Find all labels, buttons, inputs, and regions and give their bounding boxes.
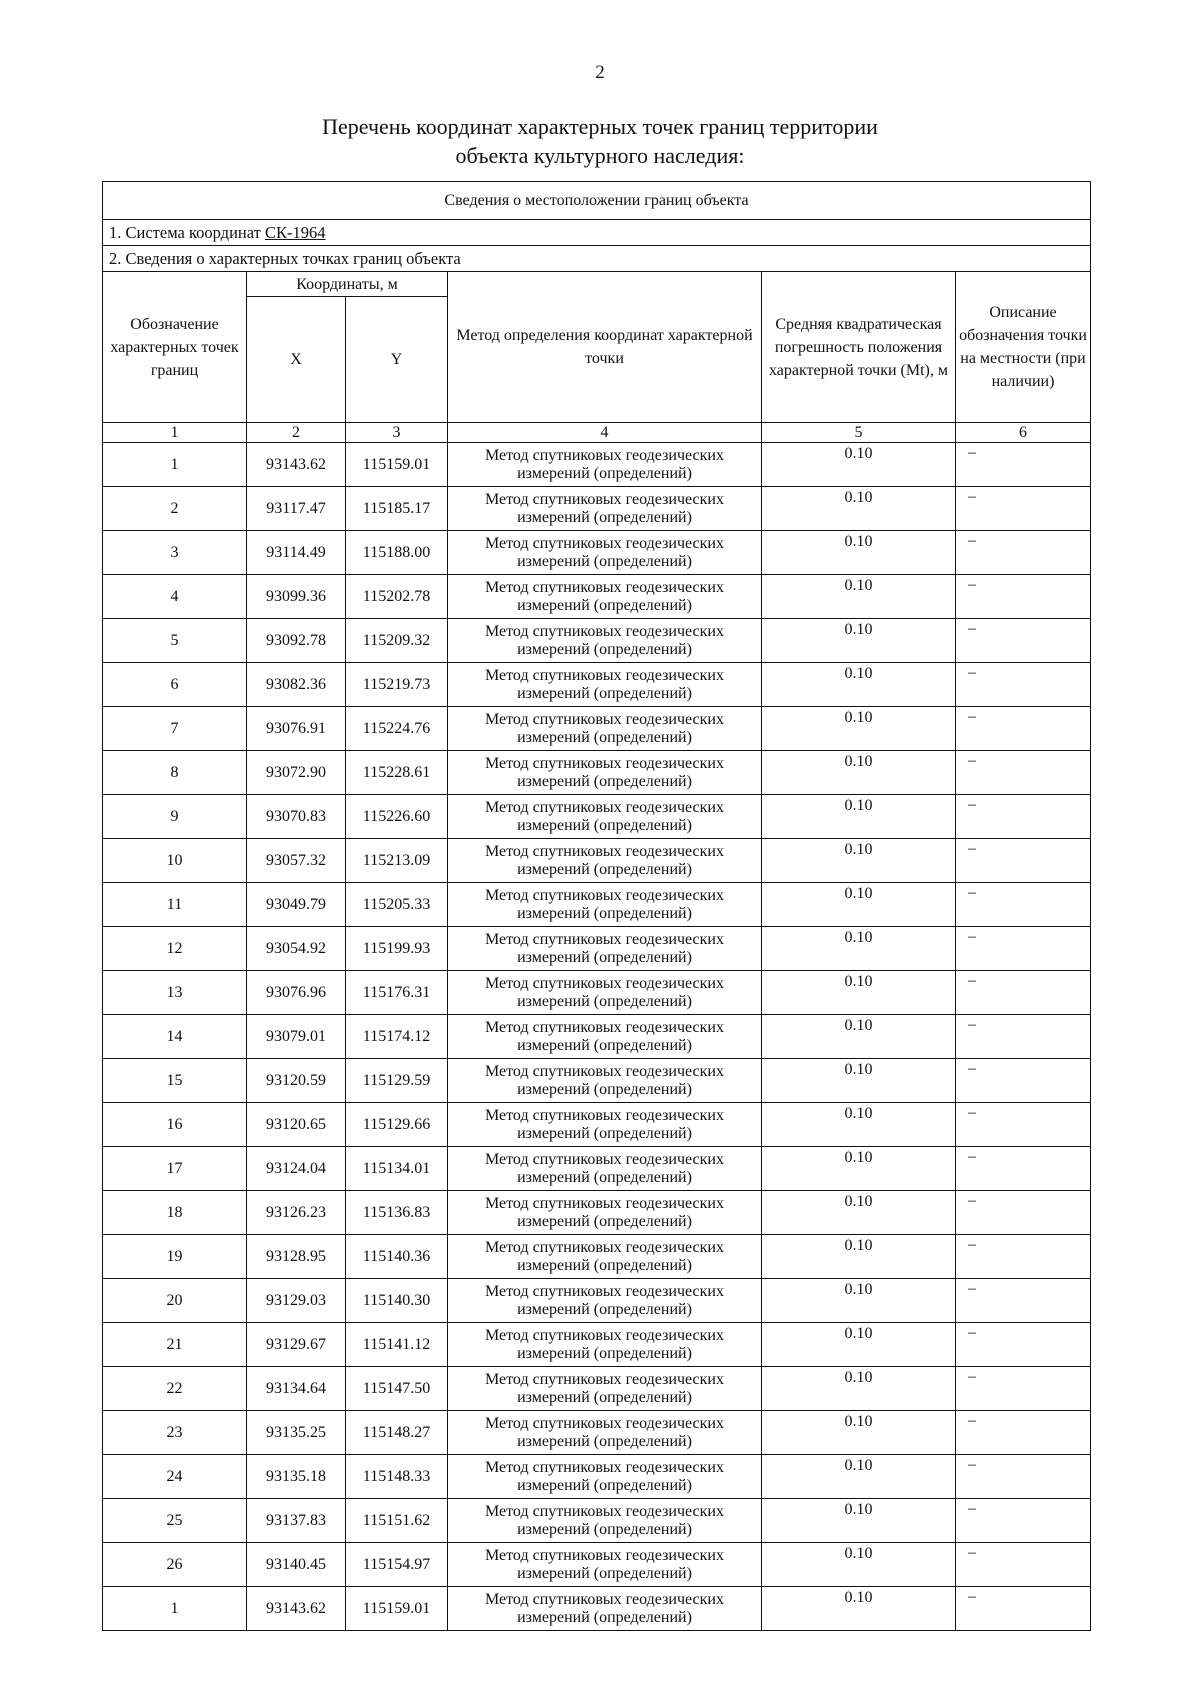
- table-row: [103, 443, 1091, 487]
- accuracy-cell: 0.10: [762, 1367, 956, 1411]
- coord-y-cell: 115151.62: [346, 1499, 448, 1543]
- table-row: [103, 1235, 1091, 1279]
- table-row: [103, 1015, 1091, 1059]
- table-row: [103, 795, 1091, 839]
- point-number-cell: 5: [103, 619, 247, 663]
- coord-y-cell: 115228.61: [346, 751, 448, 795]
- point-number-cell: 25: [103, 1499, 247, 1543]
- description-cell: –: [956, 1543, 1091, 1587]
- method-cell: Метод спутниковых геодезических измерений (определений): [448, 575, 762, 619]
- method-cell: Метод спутниковых геодезических измерений (определений): [448, 927, 762, 971]
- accuracy-cell: 0.10: [762, 1587, 956, 1631]
- accuracy-cell: 0.10: [762, 1147, 956, 1191]
- accuracy-cell: 0.10: [762, 1499, 956, 1543]
- column-number: 4: [448, 423, 762, 443]
- title-line-2: объекта культурного наследия:: [455, 143, 745, 168]
- coord-y-cell: 115159.01: [346, 443, 448, 487]
- table-row: [103, 1587, 1091, 1631]
- description-cell: –: [956, 927, 1091, 971]
- description-cell: –: [956, 883, 1091, 927]
- table-row: [103, 1191, 1091, 1235]
- method-cell: Метод спутниковых геодезических измерений (определений): [448, 443, 762, 487]
- method-cell: Метод спутниковых геодезических измерений (определений): [448, 1191, 762, 1235]
- accuracy-cell: 0.10: [762, 1191, 956, 1235]
- coord-y-cell: 115148.27: [346, 1411, 448, 1455]
- point-number-cell: 2: [103, 487, 247, 531]
- accuracy-cell: 0.10: [762, 1455, 956, 1499]
- coord-x-cell: 93120.59: [247, 1059, 346, 1103]
- accuracy-cell: 0.10: [762, 971, 956, 1015]
- description-cell: –: [956, 795, 1091, 839]
- accuracy-cell: 0.10: [762, 1103, 956, 1147]
- description-cell: –: [956, 1499, 1091, 1543]
- coord-x-cell: 93070.83: [247, 795, 346, 839]
- coord-x-cell: 93143.62: [247, 443, 346, 487]
- coord-x-cell: 93135.25: [247, 1411, 346, 1455]
- table-row: [103, 707, 1091, 751]
- coordinate-system-line: [103, 220, 1091, 246]
- coord-x-cell: 93049.79: [247, 883, 346, 927]
- table-row: [103, 487, 1091, 531]
- point-number-cell: 15: [103, 1059, 247, 1103]
- table-header-title: Сведения о местоположении границ объекта: [103, 182, 1091, 220]
- col-x-header: X: [247, 297, 346, 423]
- title-line-1: Перечень координат характерных точек границ территории: [322, 114, 878, 139]
- points-info-heading: 2. Сведения о характерных точках границ объекта: [103, 246, 1091, 272]
- column-number: 6: [956, 423, 1091, 443]
- accuracy-cell: 0.10: [762, 795, 956, 839]
- coord-y-cell: 115174.12: [346, 1015, 448, 1059]
- col-method-header: Метод определения координат характерной точки: [448, 272, 762, 423]
- coord-x-cell: 93114.49: [247, 531, 346, 575]
- coord-x-cell: 93120.65: [247, 1103, 346, 1147]
- coord-x-cell: 93134.64: [247, 1367, 346, 1411]
- method-cell: Метод спутниковых геодезических измерений (определений): [448, 1059, 762, 1103]
- table-row: [103, 1499, 1091, 1543]
- method-cell: Метод спутниковых геодезических измерений (определений): [448, 663, 762, 707]
- point-number-cell: 6: [103, 663, 247, 707]
- coord-y-cell: 115205.33: [346, 883, 448, 927]
- point-number-cell: 9: [103, 795, 247, 839]
- point-number-cell: 22: [103, 1367, 247, 1411]
- coord-x-cell: 93117.47: [247, 487, 346, 531]
- coord-y-cell: 115147.50: [346, 1367, 448, 1411]
- coord-y-cell: 115148.33: [346, 1455, 448, 1499]
- table-row: [103, 1103, 1091, 1147]
- column-number: 1: [103, 423, 247, 443]
- method-cell: Метод спутниковых геодезических измерений (определений): [448, 1323, 762, 1367]
- description-cell: –: [956, 575, 1091, 619]
- method-cell: Метод спутниковых геодезических измерений (определений): [448, 1543, 762, 1587]
- col-designation-header: Обозначение характерных точек границ: [103, 272, 247, 423]
- method-cell: Метод спутниковых геодезических измерений (определений): [448, 1499, 762, 1543]
- accuracy-cell: 0.10: [762, 883, 956, 927]
- accuracy-cell: 0.10: [762, 927, 956, 971]
- page-number: 2: [595, 62, 605, 83]
- col-description-header: Описание обозначения точки на местности (при наличии): [956, 272, 1091, 423]
- table-row: [103, 663, 1091, 707]
- table-row: [103, 575, 1091, 619]
- description-cell: –: [956, 751, 1091, 795]
- accuracy-cell: 0.10: [762, 575, 956, 619]
- method-cell: Метод спутниковых геодезических измерений (определений): [448, 1015, 762, 1059]
- point-number-cell: 19: [103, 1235, 247, 1279]
- table-row: [103, 1323, 1091, 1367]
- table-row: [103, 839, 1091, 883]
- coord-x-cell: 93140.45: [247, 1543, 346, 1587]
- document-title: [0, 112, 1200, 170]
- method-cell: Метод спутниковых геодезических измерений (определений): [448, 1279, 762, 1323]
- coord-x-cell: 93076.96: [247, 971, 346, 1015]
- table-row: [103, 1411, 1091, 1455]
- table-row: [103, 927, 1091, 971]
- description-cell: –: [956, 1367, 1091, 1411]
- description-cell: –: [956, 1587, 1091, 1631]
- coord-y-cell: 115188.00: [346, 531, 448, 575]
- accuracy-cell: 0.10: [762, 1543, 956, 1587]
- method-cell: Метод спутниковых геодезических измерений (определений): [448, 1455, 762, 1499]
- point-number-cell: 14: [103, 1015, 247, 1059]
- column-number: 5: [762, 423, 956, 443]
- description-cell: –: [956, 707, 1091, 751]
- coord-y-cell: 115140.30: [346, 1279, 448, 1323]
- accuracy-cell: 0.10: [762, 1059, 956, 1103]
- coord-x-cell: 93082.36: [247, 663, 346, 707]
- description-cell: –: [956, 619, 1091, 663]
- point-number-cell: 4: [103, 575, 247, 619]
- coord-y-cell: 115219.73: [346, 663, 448, 707]
- coord-x-cell: 93057.32: [247, 839, 346, 883]
- accuracy-cell: 0.10: [762, 751, 956, 795]
- coord-x-cell: 93126.23: [247, 1191, 346, 1235]
- coord-x-cell: 93079.01: [247, 1015, 346, 1059]
- accuracy-cell: 0.10: [762, 443, 956, 487]
- coord-y-cell: 115209.32: [346, 619, 448, 663]
- coord-x-cell: 93099.36: [247, 575, 346, 619]
- table-row: [103, 1367, 1091, 1411]
- point-number-cell: 10: [103, 839, 247, 883]
- method-cell: Метод спутниковых геодезических измерений (определений): [448, 487, 762, 531]
- method-cell: Метод спутниковых геодезических измерений (определений): [448, 1587, 762, 1631]
- point-number-cell: 17: [103, 1147, 247, 1191]
- coord-y-cell: 115154.97: [346, 1543, 448, 1587]
- coord-y-cell: 115141.12: [346, 1323, 448, 1367]
- point-number-cell: 1: [103, 1587, 247, 1631]
- table-row: [103, 1147, 1091, 1191]
- accuracy-cell: 0.10: [762, 619, 956, 663]
- coord-y-cell: 115224.76: [346, 707, 448, 751]
- col-y-header: Y: [346, 297, 448, 423]
- point-number-cell: 18: [103, 1191, 247, 1235]
- description-cell: –: [956, 1279, 1091, 1323]
- description-cell: –: [956, 1191, 1091, 1235]
- table-row: [103, 883, 1091, 927]
- coord-x-cell: 93128.95: [247, 1235, 346, 1279]
- coord-x-cell: 93054.92: [247, 927, 346, 971]
- description-cell: –: [956, 1323, 1091, 1367]
- point-number-cell: 13: [103, 971, 247, 1015]
- coord-x-cell: 93076.91: [247, 707, 346, 751]
- point-number-cell: 21: [103, 1323, 247, 1367]
- coord-y-cell: 115226.60: [346, 795, 448, 839]
- point-number-cell: 1: [103, 443, 247, 487]
- coord-y-cell: 115213.09: [346, 839, 448, 883]
- description-cell: –: [956, 1455, 1091, 1499]
- accuracy-cell: 0.10: [762, 1235, 956, 1279]
- point-number-cell: 8: [103, 751, 247, 795]
- description-cell: –: [956, 1235, 1091, 1279]
- point-number-cell: 11: [103, 883, 247, 927]
- accuracy-cell: 0.10: [762, 1323, 956, 1367]
- coord-y-cell: 115136.83: [346, 1191, 448, 1235]
- description-cell: –: [956, 1015, 1091, 1059]
- point-number-cell: 12: [103, 927, 247, 971]
- coord-y-cell: 115140.36: [346, 1235, 448, 1279]
- table-row: [103, 1543, 1091, 1587]
- method-cell: Метод спутниковых геодезических измерений (определений): [448, 751, 762, 795]
- accuracy-cell: 0.10: [762, 1279, 956, 1323]
- method-cell: Метод спутниковых геодезических измерений (определений): [448, 531, 762, 575]
- table-row: [103, 1059, 1091, 1103]
- method-cell: Метод спутниковых геодезических измерений (определений): [448, 1147, 762, 1191]
- coord-y-cell: 115185.17: [346, 487, 448, 531]
- method-cell: Метод спутниковых геодезических измерений (определений): [448, 707, 762, 751]
- description-cell: –: [956, 487, 1091, 531]
- table-row: [103, 971, 1091, 1015]
- point-number-cell: 20: [103, 1279, 247, 1323]
- col-accuracy-header: Средняя квадратическая погрешность положения характерной точки (Mt), м: [762, 272, 956, 423]
- table-row: [103, 1455, 1091, 1499]
- description-cell: –: [956, 1103, 1091, 1147]
- coordinates-table: [102, 181, 1091, 1631]
- coord-y-cell: 115134.01: [346, 1147, 448, 1191]
- description-cell: –: [956, 971, 1091, 1015]
- method-cell: Метод спутниковых геодезических измерений (определений): [448, 971, 762, 1015]
- description-cell: –: [956, 443, 1091, 487]
- method-cell: Метод спутниковых геодезических измерений (определений): [448, 883, 762, 927]
- coord-x-cell: 93129.67: [247, 1323, 346, 1367]
- coord-x-cell: 93135.18: [247, 1455, 346, 1499]
- point-number-cell: 16: [103, 1103, 247, 1147]
- coord-x-cell: 93072.90: [247, 751, 346, 795]
- accuracy-cell: 0.10: [762, 1015, 956, 1059]
- point-number-cell: 3: [103, 531, 247, 575]
- coord-x-cell: 93129.03: [247, 1279, 346, 1323]
- method-cell: Метод спутниковых геодезических измерений (определений): [448, 1235, 762, 1279]
- coord-y-cell: 115202.78: [346, 575, 448, 619]
- coord-y-cell: 115159.01: [346, 1587, 448, 1631]
- point-number-cell: 23: [103, 1411, 247, 1455]
- point-number-cell: 7: [103, 707, 247, 751]
- coord-x-cell: 93092.78: [247, 619, 346, 663]
- coord-x-cell: 93137.83: [247, 1499, 346, 1543]
- description-cell: –: [956, 1147, 1091, 1191]
- column-number: 2: [247, 423, 346, 443]
- accuracy-cell: 0.10: [762, 707, 956, 751]
- coordinate-system-value: СК-1964: [264, 222, 326, 242]
- col-coordinates-header: Координаты, м: [247, 272, 448, 297]
- method-cell: Метод спутниковых геодезических измерений (определений): [448, 1367, 762, 1411]
- table-row: [103, 531, 1091, 575]
- coord-y-cell: 115199.93: [346, 927, 448, 971]
- coord-x-cell: 93124.04: [247, 1147, 346, 1191]
- coord-x-cell: 93143.62: [247, 1587, 346, 1631]
- accuracy-cell: 0.10: [762, 487, 956, 531]
- accuracy-cell: 0.10: [762, 1411, 956, 1455]
- method-cell: Метод спутниковых геодезических измерений (определений): [448, 839, 762, 883]
- table-row: [103, 751, 1091, 795]
- coord-y-cell: 115129.66: [346, 1103, 448, 1147]
- coordinate-system-label: 1. Система координат: [109, 222, 265, 242]
- coord-y-cell: 115176.31: [346, 971, 448, 1015]
- method-cell: Метод спутниковых геодезических измерений (определений): [448, 795, 762, 839]
- method-cell: Метод спутниковых геодезических измерений (определений): [448, 1411, 762, 1455]
- method-cell: Метод спутниковых геодезических измерений (определений): [448, 619, 762, 663]
- accuracy-cell: 0.10: [762, 839, 956, 883]
- table-row: [103, 1279, 1091, 1323]
- description-cell: –: [956, 1059, 1091, 1103]
- description-cell: –: [956, 663, 1091, 707]
- accuracy-cell: 0.10: [762, 663, 956, 707]
- description-cell: –: [956, 531, 1091, 575]
- column-number: 3: [346, 423, 448, 443]
- method-cell: Метод спутниковых геодезических измерений (определений): [448, 1103, 762, 1147]
- coord-y-cell: 115129.59: [346, 1059, 448, 1103]
- point-number-cell: 24: [103, 1455, 247, 1499]
- table-row: [103, 619, 1091, 663]
- description-cell: –: [956, 839, 1091, 883]
- description-cell: –: [956, 1411, 1091, 1455]
- point-number-cell: 26: [103, 1543, 247, 1587]
- accuracy-cell: 0.10: [762, 531, 956, 575]
